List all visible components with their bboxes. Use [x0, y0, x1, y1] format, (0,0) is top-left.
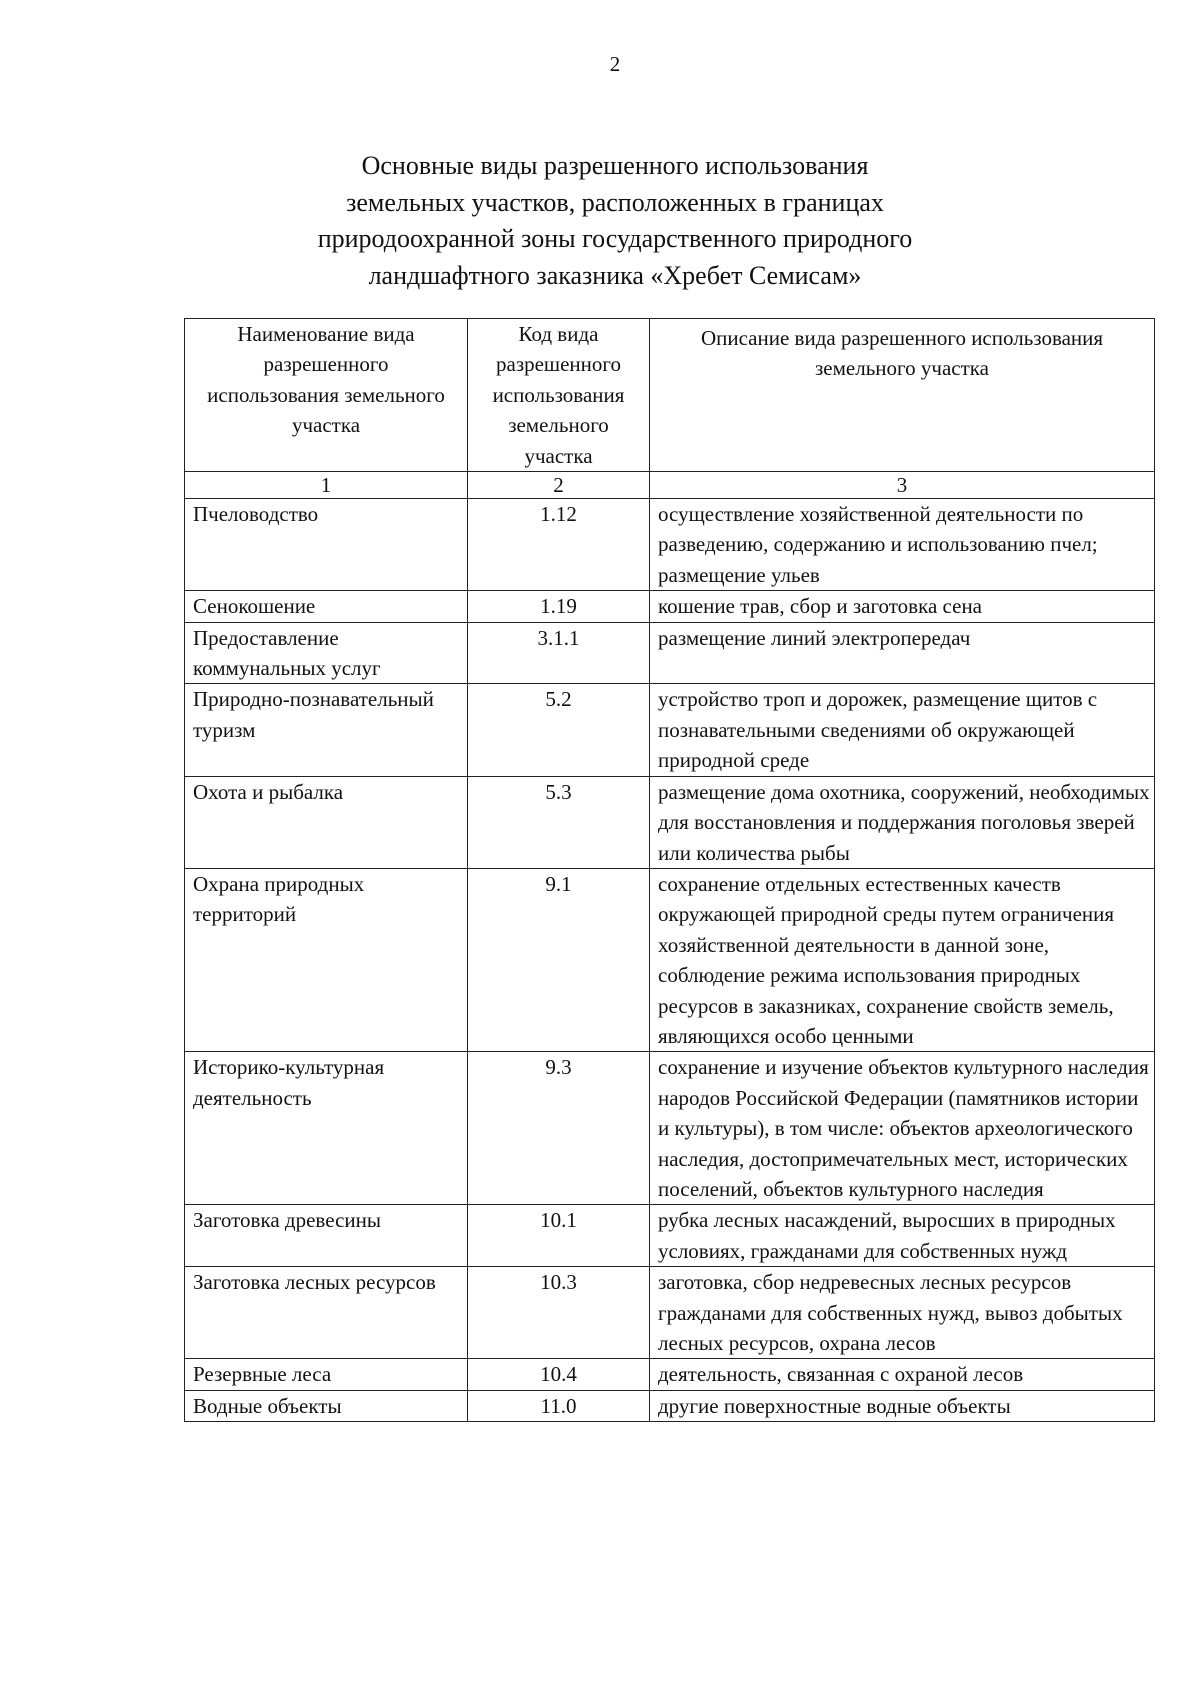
use-code: 1.19 [468, 591, 650, 622]
use-description [650, 622, 1155, 684]
description-line: рубка лесных насаждений, выросших в природных условиях, гражданами для собственных нужд [658, 1208, 1116, 1263]
use-description [650, 1267, 1155, 1359]
use-name: Предоставление коммунальных услуг [185, 622, 468, 684]
table-header-row [185, 319, 1155, 472]
description-line: другие поверхностные водные объекты [658, 1393, 1011, 1418]
document-title [0, 148, 1200, 294]
use-code: 9.1 [468, 868, 650, 1051]
use-name: Охота и рыбалка [185, 776, 468, 868]
use-name: Заготовка древесины [185, 1205, 468, 1267]
description-line: сохранение отдельных естественных качеств окружающей природной среды путем ограничения хозяйственной деятельности в данной зоне, соблюдение режима использования природных ресурсов в заказниках, сохранение свойств земель, являющихся особо ценными [658, 871, 1115, 1048]
use-code: 3.1.1 [468, 622, 650, 684]
use-name: Водные объекты [185, 1390, 468, 1421]
use-name: Заготовка лесных ресурсов [185, 1267, 468, 1359]
use-name: Охрана природных территорий [185, 868, 468, 1051]
use-code: 10.4 [468, 1359, 650, 1390]
header-use-code: Код вида разрешенного использования земельного участка [468, 319, 650, 472]
use-name: Историко-культурная деятельность [185, 1052, 468, 1205]
column-number: 2 [468, 472, 650, 499]
title-line: природоохранной зоны государственного природного [317, 224, 913, 253]
use-code: 11.0 [468, 1390, 650, 1421]
description-line: размещение дома охотника, сооружений, необходимых для восстановления и поддержания поголовья зверей или количества рыбы [658, 779, 1150, 865]
table-row [185, 591, 1155, 622]
description-line: размещение ульев [658, 562, 820, 587]
use-code: 5.3 [468, 776, 650, 868]
title-line: земельных участков, расположенных в границах [346, 187, 884, 217]
table-row [185, 684, 1155, 776]
description-line: заготовка, сбор недревесных лесных ресурсов гражданами для собственных нужд, вывоз добытых лесных ресурсов, охрана лесов [658, 1270, 1123, 1355]
use-description [650, 591, 1155, 622]
table-row [185, 1205, 1155, 1267]
description-line: устройство троп и дорожек, размещение щитов с познавательными сведениями об окружающей природной среде [658, 687, 1098, 773]
table-row [185, 622, 1155, 684]
table-row [185, 1052, 1155, 1205]
use-code: 5.2 [468, 684, 650, 776]
title-line: Основные виды разрешенного использования [361, 151, 869, 180]
use-name: Сенокошение [185, 591, 468, 622]
use-description [650, 1359, 1155, 1390]
table-row [185, 868, 1155, 1051]
table-row [185, 1267, 1155, 1359]
use-code: 1.12 [468, 499, 650, 591]
table-row [185, 1390, 1155, 1421]
use-code: 10.3 [468, 1267, 650, 1359]
use-description [650, 499, 1155, 591]
table-row [185, 1359, 1155, 1390]
title-line: ландшафтного заказника «Хребет Семисам» [368, 260, 862, 290]
page-number: 2 [609, 52, 621, 76]
use-name: Пчеловодство [185, 499, 468, 591]
use-code: 9.3 [468, 1052, 650, 1205]
description-line: размещение линий электропередач [658, 625, 971, 650]
column-number-row [185, 472, 1155, 499]
table-row [185, 776, 1155, 868]
use-description [650, 868, 1155, 1051]
column-number: 3 [650, 472, 1155, 499]
use-description [650, 684, 1155, 776]
description-line: сохранение и изучение объектов культурного наследия народов Российской Федерации (памятников истории и культуры), в том числе: объектов археологического наследия, достопримечательных мест, исторических поселений, объектов культурного наследия [658, 1055, 1149, 1201]
table-row [185, 499, 1155, 591]
description-line: осуществление хозяйственной деятельности по разведению, содержанию и использованию пчел; [658, 502, 1098, 557]
use-code: 10.1 [468, 1205, 650, 1267]
column-number: 1 [185, 472, 468, 499]
use-description [650, 1205, 1155, 1267]
header-use-description: Описание вида разрешенного использования земельного участка [650, 319, 1155, 472]
description-line: кошение трав, сбор и заготовка сена [658, 594, 983, 619]
land-use-table [184, 318, 1155, 1422]
use-description [650, 1390, 1155, 1421]
use-name: Природно-познавательный туризм [185, 684, 468, 776]
header-use-name: Наименование вида разрешенного использования земельного участка [185, 319, 468, 472]
use-description [650, 1052, 1155, 1205]
use-description [650, 776, 1155, 868]
use-name: Резервные леса [185, 1359, 468, 1390]
description-line: деятельность, связанная с охраной лесов [658, 1362, 1024, 1387]
